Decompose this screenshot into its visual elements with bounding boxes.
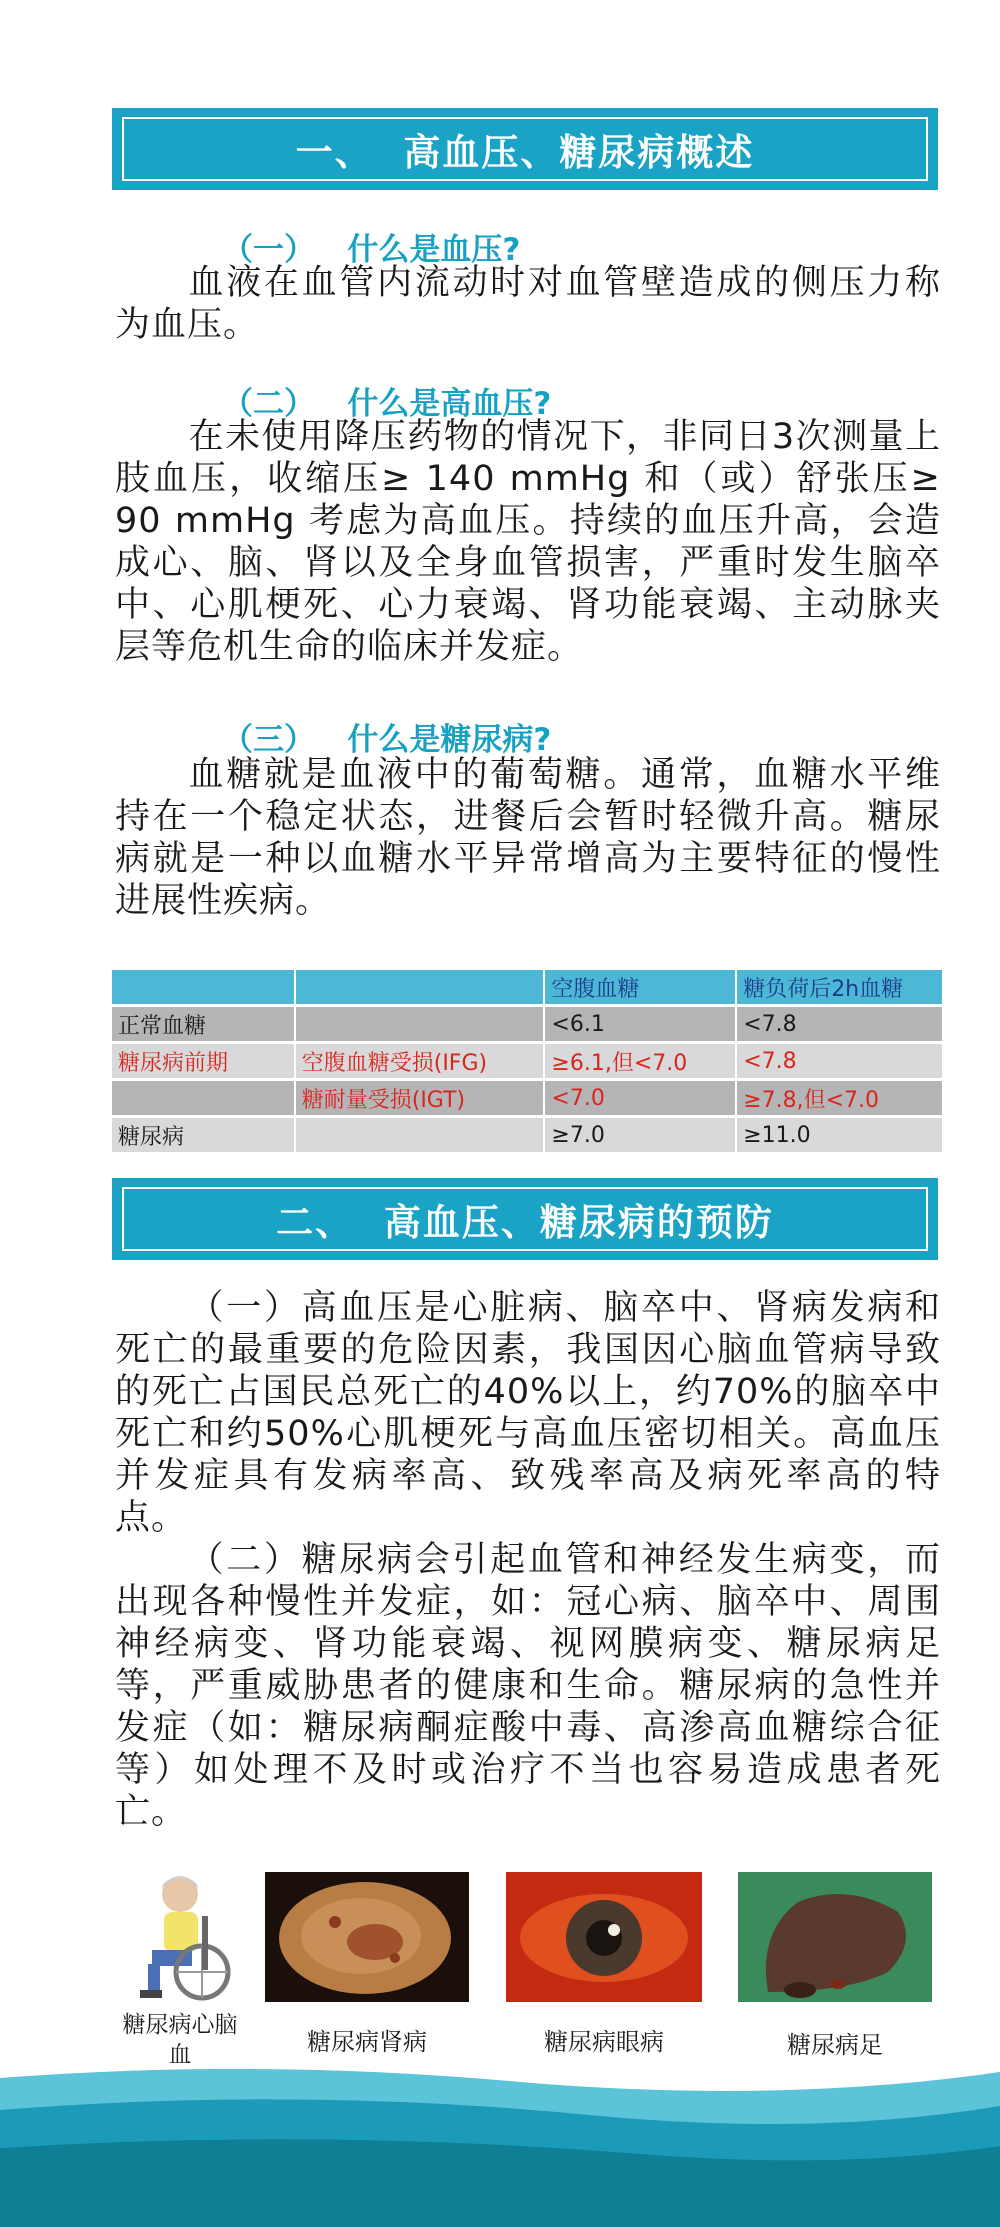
table-header-row xyxy=(112,970,943,1006)
section1-banner xyxy=(112,108,938,190)
q3-body xyxy=(115,754,941,922)
section2-title: 二、 高血压、糖尿病的预防 xyxy=(122,1187,928,1251)
section2-banner xyxy=(112,1178,938,1260)
kidney-photo xyxy=(265,1872,469,2002)
table-header-cell: 糖负荷后2h血糖 xyxy=(736,970,943,1006)
caption-kidney: 糖尿病肾病 xyxy=(307,2028,427,2056)
table-header-cell xyxy=(112,970,295,1006)
section2-paragraph-2: （二）糖尿病会引起血管和神经发生病变，而出现各种慢性并发症，如：冠心病、脑卒中、周围神经病变、肾功能衰竭、视网膜病变、糖尿病足等，严重威胁患者的健康和生命。糖尿病的急性并发症（如：糖尿病酮症酸中毒、高渗高血糖综合征等）如处理不及时或治疗不当也容易造成患者死亡。 xyxy=(115,1540,941,1832)
section2-body xyxy=(115,1287,941,1833)
caption-foot: 糖尿病足 xyxy=(787,2031,883,2059)
table-row xyxy=(112,1117,943,1154)
q3-text: 血糖就是血液中的葡萄糖。通常，血糖水平维持在一个稳定状态，进餐后会暂时轻微升高。糖尿病就是一种以血糖水平异常增高为主要特征的慢性进展性疾病。 xyxy=(115,755,941,921)
eye-photo xyxy=(506,1872,702,2002)
table-row xyxy=(112,1043,943,1080)
table-header-cell xyxy=(295,970,545,1006)
wheelchair-elder-illustration xyxy=(118,1872,238,2012)
table-cell xyxy=(112,1080,295,1117)
section1-title: 一、 高血压、糖尿病概述 xyxy=(122,117,928,181)
table-header-cell: 空腹血糖 xyxy=(544,970,736,1006)
q2-body xyxy=(115,416,941,668)
table-cell: ≥7.0 xyxy=(544,1117,736,1154)
caption-eye: 糖尿病眼病 xyxy=(544,2028,664,2056)
q2-title: （二） 什么是高血压? xyxy=(222,386,552,422)
table-cell xyxy=(295,1006,545,1043)
table-cell: ≥11.0 xyxy=(736,1117,943,1154)
table-row xyxy=(112,1006,943,1043)
blood-glucose-table xyxy=(112,970,944,1155)
table-row xyxy=(112,1080,943,1117)
q2-text: 在未使用降压药物的情况下，非同日3次测量上肢血压，收缩压≥ 140 mmHg 和（或）舒张压≥ 90 mmHg 考虑为高血压。持续的血压升高，会造成心、脑、肾以及全身血管损害，严重时发生脑卒中、心肌梗死、心力衰竭、肾功能衰竭、主动脉夹层等危机生命的临床并发症。 xyxy=(115,417,941,667)
table-cell: 空腹血糖受损(IFG) xyxy=(295,1043,545,1080)
q1-body xyxy=(115,262,941,346)
table-cell: ≥6.1,但<7.0 xyxy=(544,1043,736,1080)
table-cell: <7.8 xyxy=(736,1006,943,1043)
table-cell: 正常血糖 xyxy=(112,1006,295,1043)
q1-title: （一） 什么是血压? xyxy=(222,232,521,268)
foot-photo xyxy=(738,1872,932,2002)
table-cell: <7.0 xyxy=(544,1080,736,1117)
footer-wave xyxy=(0,2050,1000,2227)
q1-text: 血液在血管内流动时对血管壁造成的侧压力称为血压。 xyxy=(115,263,941,345)
table-cell xyxy=(295,1117,545,1154)
table-cell: 糖耐量受损(IGT) xyxy=(295,1080,545,1117)
caption-cardio-line1: 糖尿病心脑血 xyxy=(122,2012,238,2068)
table-cell: ≥7.8,但<7.0 xyxy=(736,1080,943,1117)
section2-paragraph-1: （一）高血压是心脏病、脑卒中、肾病发病和死亡的最重要的危险因素，我国因心脑血管病导致的死亡占国民总死亡的40%以上，约70%的脑卒中死亡和约50%心肌梗死与高血压密切相关。高血压并发症具有发病率高、致残率高及病死率高的特点。 xyxy=(115,1288,941,1538)
q3-title: （三） 什么是糖尿病? xyxy=(222,722,552,758)
table-cell: 糖尿病前期 xyxy=(112,1043,295,1080)
table-cell: <7.8 xyxy=(736,1043,943,1080)
table-cell: 糖尿病 xyxy=(112,1117,295,1154)
table-cell: <6.1 xyxy=(544,1006,736,1043)
